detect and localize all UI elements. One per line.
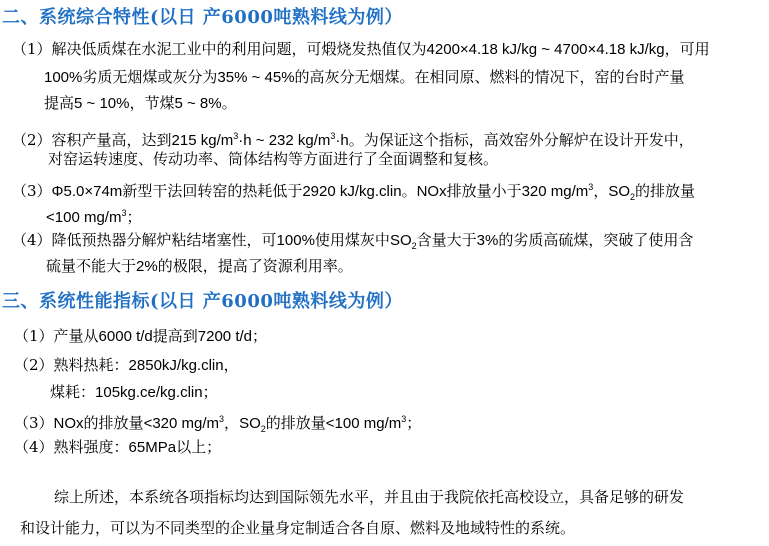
item-4-line-1: （4）降低预热器分解炉粘结堵塞性，可100%使用煤灰中$SO_2$含量大于3%的劣质高硫煤，突破了使用含 bbox=[12, 231, 694, 251]
metric-1: （1）产量从6000 t/d提高到7200 t/d； bbox=[14, 327, 268, 345]
item-1-line-1: （1）解决低质煤在水泥工业中的利用问题，可煅烧发热值仅为4200×4.18 kJ/kg ~ 4700×4.18 kJ/kg，可用 bbox=[12, 40, 710, 58]
metric-2-coal: 煤耗：105kg.ce/kg.clin； bbox=[50, 383, 218, 401]
summary-line-1: 综上所述，本系统各项指标均达到国际领先水平，并且由于我院依托高校设立，具备足够的研发 bbox=[54, 488, 685, 506]
item-4-line-2: 硫量不能大于2%的极限，提高了资源利用率。 bbox=[46, 257, 353, 275]
metric-4: （4）熟料强度：65MPa以上； bbox=[14, 438, 222, 456]
item-3-line-1: （3）Φ5.0×74m新型干法回转窑的热耗低于2920 kJ/kg.clin。NOx排放量小于320 $mg/m^3$，$SO_2$的排放量 bbox=[12, 182, 696, 202]
item-1-line-2: 100%劣质无烟煤或灰分为35% ~ 45%的高灰分无烟煤。在相同原、燃料的情况下，窑的台时产量 bbox=[44, 68, 685, 86]
item-3-line-2: <100 $mg/m^3$； bbox=[46, 208, 142, 226]
section-3-title: 三、系统性能指标(以日 产6000吨熟料线为例） bbox=[2, 291, 403, 312]
item-2-line-1: （2）容积产量高，达到215 $kg/m^3\cdot h$ ~ 232 $kg/m^3\cdot h$。为保证这个指标，高效窑外分解炉在设计开发中， bbox=[12, 131, 694, 149]
summary-line-2: 和设计能力，可以为不同类型的企业量身定制适合各自原、燃料及地域特性的系统。 bbox=[20, 519, 576, 537]
section-2-title: 二、系统综合特性(以日 产6000吨熟料线为例） bbox=[2, 7, 403, 28]
metric-3: （3）NOx的排放量<320 $mg/m^3$，$SO_2$的排放量<100 $mg/m^3$； bbox=[14, 414, 422, 434]
item-2-line-2: 对窑运转速度、传动功率、筒体结构等方面进行了全面调整和复核。 bbox=[48, 150, 499, 168]
metric-2: （2）熟料热耗：2850kJ/kg.clin， bbox=[14, 356, 239, 374]
item-1-line-3: 提高5 ~ 10%，节煤5 ~ 8%。 bbox=[44, 94, 237, 112]
